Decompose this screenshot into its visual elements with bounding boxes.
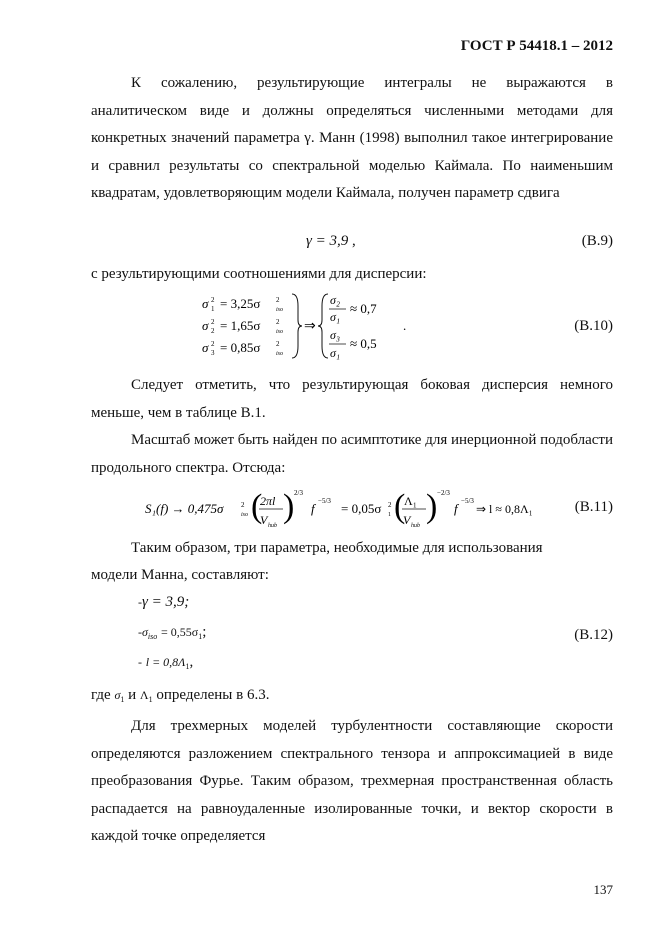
paragraph-5b: модели Манна, составляют: — [91, 567, 269, 583]
paragraph-3: Следует отметить, что результирующая боковая дисперсия немного меньше, чем в таблице В.1. — [91, 377, 613, 421]
b11-f2: f — [454, 501, 458, 516]
b10-row3-sq: 2 — [211, 340, 215, 348]
b10-row2-sq2: 2 — [276, 318, 280, 326]
b10-row1-sq2: 2 — [276, 296, 280, 304]
b12-expr-2: σ — [142, 625, 148, 639]
paragraph-4: Масштаб может быть найден по асимптотике для инерционной подобласти продольного спектра. Отсюда: — [91, 432, 613, 476]
b10-row3-sub: 3 — [211, 349, 215, 357]
b10-row3-iso: iso — [276, 351, 284, 357]
gamma-value: = 3,9 — [315, 233, 349, 249]
b12-expr-1: γ = 3,9; — [142, 594, 190, 610]
implies-arrow: ⇒ — [304, 319, 316, 334]
b12-tail-2: ; — [202, 624, 207, 640]
b10-row2-lhs: σ — [202, 318, 209, 333]
b11-sq: 2 — [241, 501, 245, 509]
b11-exp1: 2/3 — [294, 489, 303, 497]
b11-mid-sub: 1 — [388, 512, 391, 518]
b10-row2-sq: 2 — [211, 318, 215, 326]
b11-paren-open: ( — [251, 488, 263, 525]
ratio1-val: ≈ 0,7 — [350, 301, 377, 316]
b10-tail: . — [403, 318, 407, 333]
b11-rhs: ⇒ l ≈ 0,8Λ₁ — [476, 502, 533, 516]
paragraph-7: Для трехмерных моделей турбулентности составляющие скорости определяются разложением спектрального тензора и аппроксимацией в виде преобразования Фурье. Таким образом, трехмерная пространственная область распадается на равноудаленные изолированные точки, и вектор скорости в каждой точке определяется — [91, 718, 613, 844]
ratio1-num: σ₂ — [330, 293, 341, 307]
b11-mid: = 0,05σ — [341, 501, 382, 516]
b10-row3-coef: = 0,85σ — [220, 340, 261, 355]
ratio2-num: σ₃ — [330, 328, 341, 342]
b11-hub2: hub — [411, 523, 420, 529]
b10-row3-sq2: 2 — [276, 340, 280, 348]
inline-lambda-sub: 1 — [148, 695, 153, 704]
equation-number-b9: (В.9) — [581, 233, 613, 249]
inline-lambda: Λ — [139, 688, 149, 702]
b12-rest-2: = 0,55σ — [161, 625, 199, 639]
document-header: ГОСТ Р 54418.1 – 2012 — [460, 38, 613, 54]
b12-dash-3: - — [138, 655, 142, 669]
inline-sigma: σ — [114, 688, 121, 702]
b11-exp2: −2/3 — [437, 489, 450, 497]
b10-row1-iso: iso — [276, 307, 284, 313]
b12-item-3 — [138, 654, 193, 671]
b10-row1-sq: 2 — [211, 296, 215, 304]
b11-expf2: −5/3 — [461, 497, 474, 505]
b11-hub1: hub — [268, 523, 277, 529]
b12-item-1 — [138, 594, 189, 611]
b10-row3-lhs: σ — [202, 340, 209, 355]
gamma-symbol: γ — [306, 233, 312, 249]
b11-f1: f — [311, 501, 315, 516]
b12-sub2-2: 1 — [198, 632, 203, 641]
paragraph-1: К сожалению, результирующие интегралы не выражаются в аналитическом виде и должны определяться численными методами для конкретных значений параметра γ. Манн (1998) выполнил такое интегрирование и сравнил результаты со спектральной моделью Каймала. По наименьшим квадратам, удовлетворяющим модели Каймала, получен параметр сдвига — [91, 75, 613, 201]
b12-dash-1: - — [138, 595, 142, 609]
ratio1-den: σ₁ — [330, 310, 341, 324]
equation-b10 — [200, 290, 410, 362]
b10-row1-lhs: σ — [202, 296, 209, 311]
page-number: 137 — [593, 882, 613, 897]
inline-sigma-sub: 1 — [120, 695, 125, 704]
b10-row2-sub: 2 — [211, 327, 215, 335]
paragraph-6 — [91, 687, 269, 704]
p6-pre: где — [91, 687, 111, 703]
p6-and: и — [128, 687, 137, 703]
b11-paren2-open: ( — [394, 488, 406, 525]
b10-row1-sub: 1 — [211, 305, 215, 313]
equation-number-b12: (В.12) — [574, 627, 613, 643]
b10-row2-iso: iso — [276, 329, 284, 335]
b12-sub-3: 1 — [185, 662, 190, 671]
b11-frac2-num: Λ₁ — [404, 494, 417, 508]
b12-dash-2: - — [138, 625, 142, 639]
b11-iso: iso — [241, 512, 249, 518]
right-brace — [292, 294, 302, 358]
b11-frac2-den: V — [403, 513, 411, 527]
ratio2-den: σ₁ — [330, 346, 341, 360]
paragraph-2: с результирующими соотношениями для дисперсии: — [91, 266, 427, 282]
paragraph-5a: Таким образом, три параметра, необходимые для использования — [131, 540, 543, 556]
equation-number-b11: (В.11) — [574, 499, 613, 515]
b12-item-2 — [138, 624, 206, 641]
eq-tail: , — [352, 233, 356, 249]
ratio2-val: ≈ 0,5 — [350, 336, 377, 351]
left-brace — [318, 294, 328, 358]
b12-tail-3: , — [189, 654, 194, 670]
b12-expr-3: l = 0,8Λ — [145, 655, 186, 669]
b12-sub-2: iso — [147, 632, 158, 641]
b11-mid-sq: 2 — [388, 501, 392, 509]
b11-paren2-close: ) — [426, 488, 438, 525]
b11-expf1: −5/3 — [318, 497, 331, 505]
equation-b11 — [143, 483, 543, 533]
b10-row2-coef: = 1,65σ — [220, 318, 261, 333]
b11-lhs: S₁(f) → 0,475σ — [145, 501, 224, 516]
p6-post: определены в 6.3. — [156, 687, 270, 703]
b11-frac1-num: 2πl — [260, 494, 276, 508]
equation-number-b10: (В.10) — [574, 318, 613, 334]
b11-paren-close: ) — [283, 488, 295, 525]
equation-b9 — [306, 233, 356, 250]
b10-row1-coef: = 3,25σ — [220, 296, 261, 311]
b11-frac1-den: V — [260, 513, 268, 527]
